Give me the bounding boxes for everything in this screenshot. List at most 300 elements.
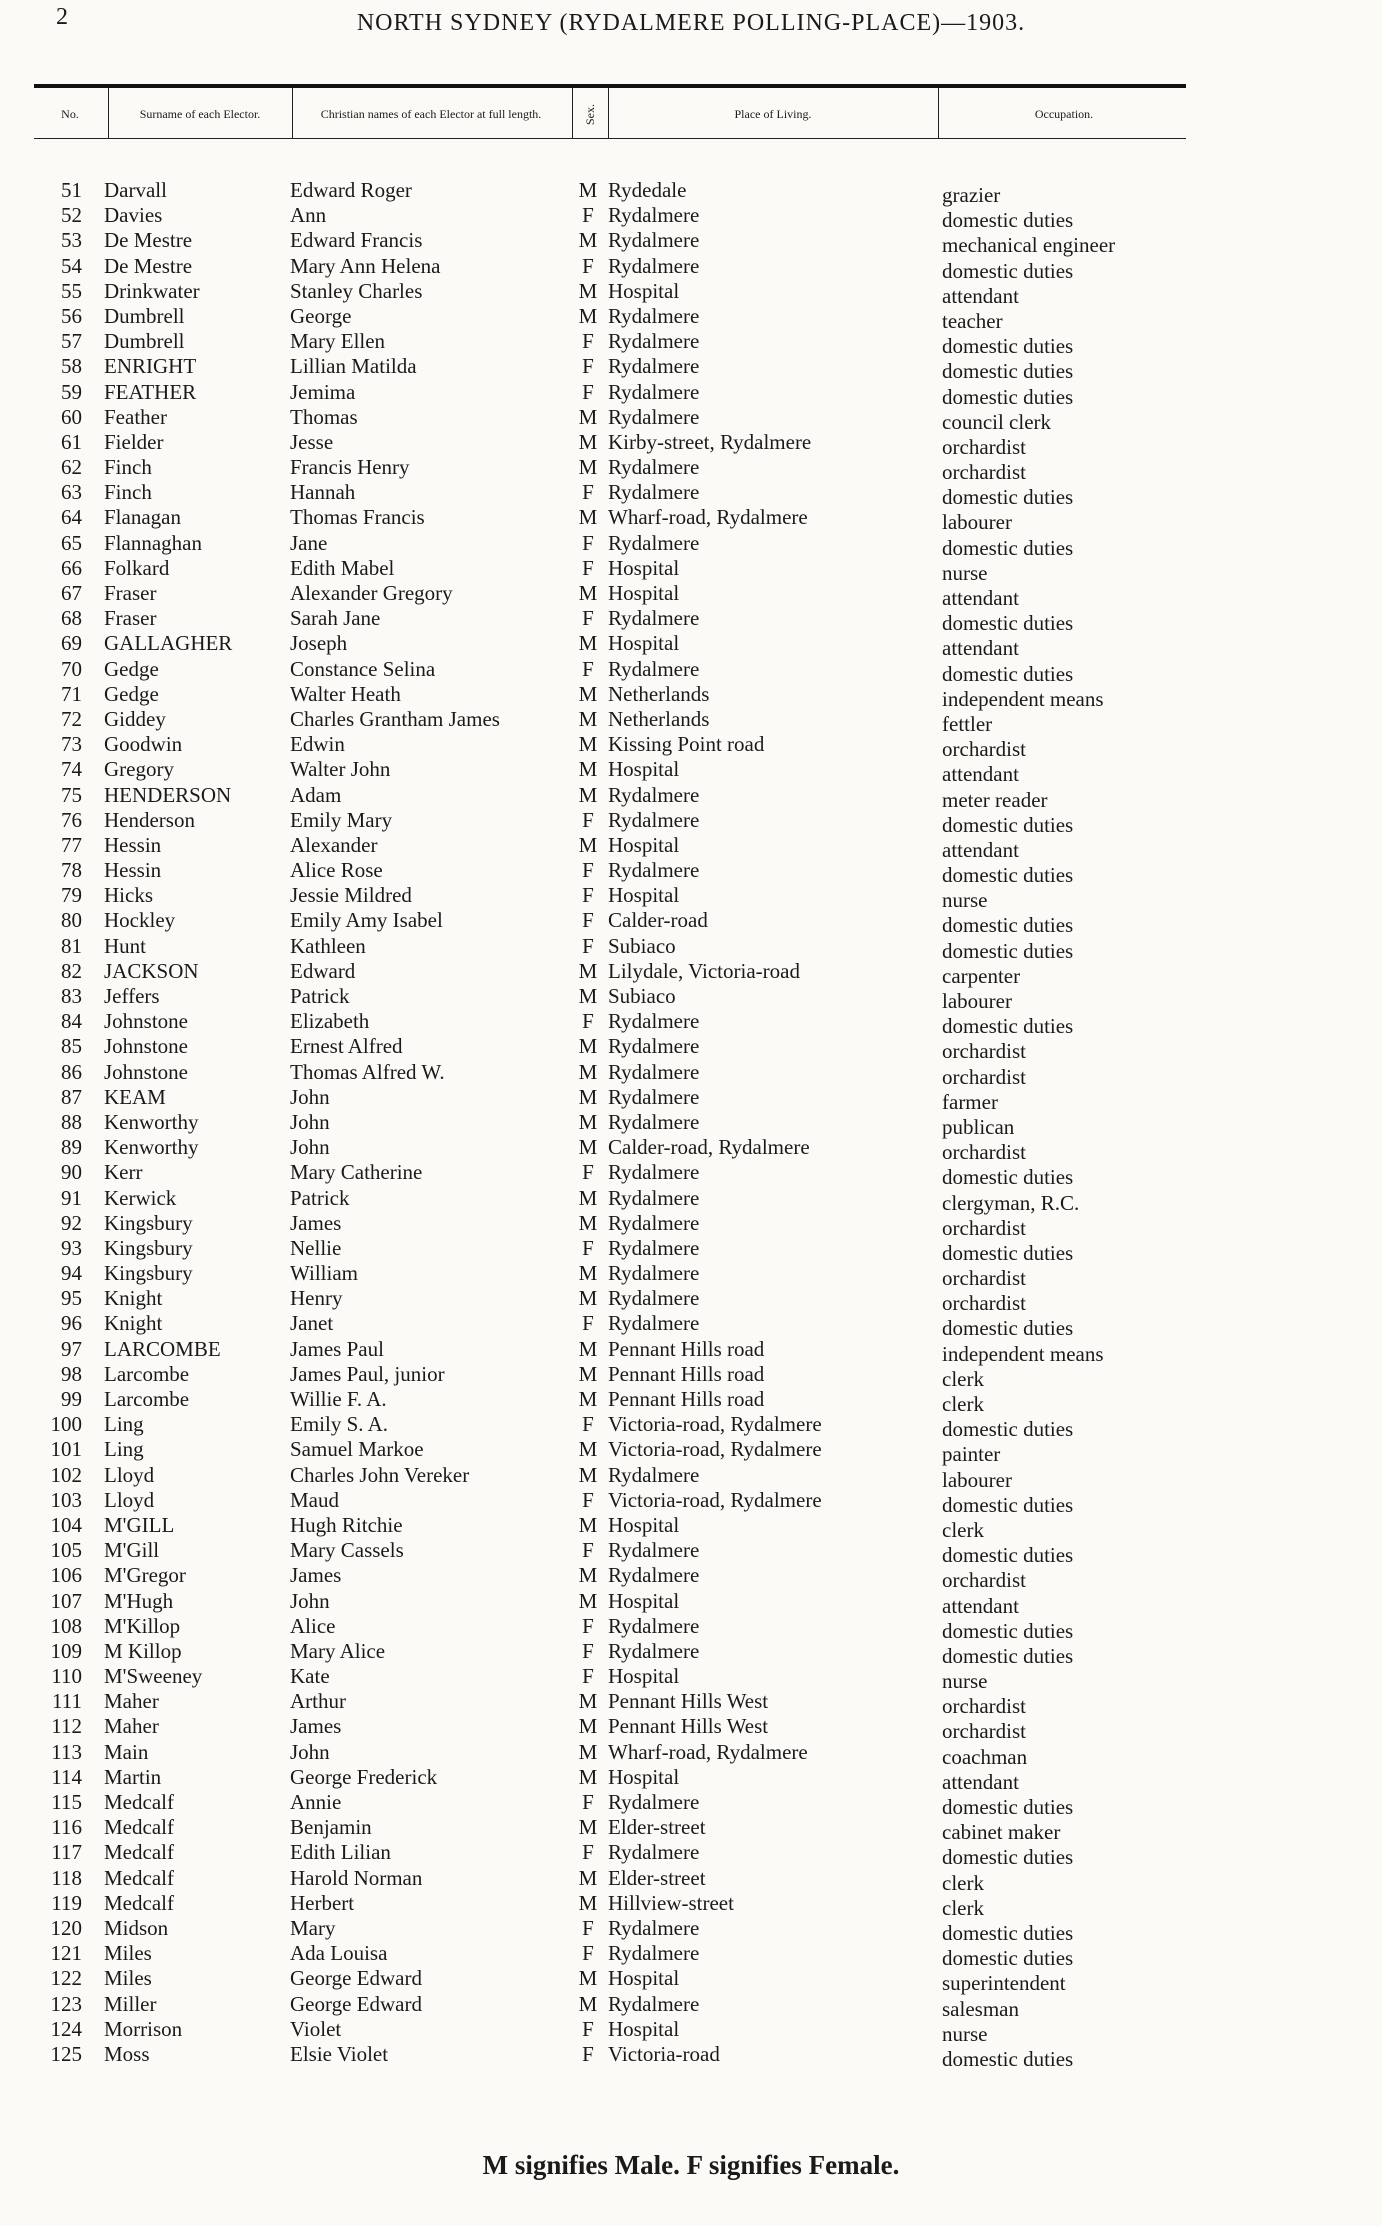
elector-no: 52: [61, 203, 82, 228]
elector-no: 62: [61, 455, 82, 480]
elector-row: [0, 530, 1382, 560]
elector-christian: Charles John Vereker: [290, 1462, 470, 1487]
header-divider: [608, 88, 609, 138]
elector-christian: James: [290, 1714, 342, 1739]
elector-surname: Fraser: [104, 581, 157, 605]
elector-surname: Ling: [104, 1437, 144, 1462]
elector-sex: M: [578, 1084, 598, 1109]
elector-no: 58: [61, 354, 82, 379]
elector-surname: JACKSON: [104, 958, 199, 983]
elector-sex: M: [578, 1261, 598, 1286]
elector-surname: Miles: [104, 1966, 152, 1991]
elector-surname: ENRIGHT: [104, 354, 197, 379]
elector-surname: Kingsbury: [104, 1210, 193, 1235]
elector-christian: Willie F. A.: [290, 1387, 387, 1411]
elector-occupation: domestic duties: [942, 258, 1074, 283]
elector-row: [0, 1235, 1382, 1265]
elector-sex: M: [578, 706, 598, 731]
elector-place: Rydalmere: [608, 1638, 700, 1663]
elector-christian: Sarah Jane: [290, 606, 381, 631]
elector-sex: M: [578, 1135, 598, 1160]
elector-surname: Hessin: [104, 832, 162, 857]
elector-no: 103: [50, 1487, 82, 1512]
elector-place: Hospital: [608, 2016, 680, 2041]
elector-surname: De Mestre: [104, 228, 193, 253]
elector-christian: George Edward: [290, 1991, 422, 2016]
elector-no: 100: [50, 1412, 82, 1437]
elector-occupation: carpenter: [942, 963, 1021, 988]
elector-no: 79: [61, 883, 82, 908]
elector-sex: F: [582, 2041, 594, 2066]
elector-occupation: clerk: [942, 1366, 984, 1391]
elector-no: 89: [61, 1135, 82, 1160]
elector-place: Calder-road, Rydalmere: [608, 1135, 810, 1160]
elector-row: [0, 1739, 1382, 1769]
elector-occupation: salesman: [942, 1996, 1019, 2021]
elector-row: [0, 933, 1382, 963]
elector-occupation: orchardist: [942, 1215, 1026, 1240]
elector-no: 99: [61, 1387, 82, 1411]
elector-place: Rydedale: [608, 178, 687, 202]
elector-sex: M: [578, 1437, 598, 1462]
elector-no: 81: [61, 933, 82, 958]
elector-no: 109: [50, 1638, 82, 1663]
elector-surname: Moss: [104, 2041, 150, 2066]
elector-row: [0, 1790, 1382, 1819]
elector-surname: Gedge: [104, 656, 159, 681]
elector-place: Hospital: [608, 883, 680, 908]
elector-christian: John: [290, 1084, 330, 1109]
elector-sex: M: [578, 681, 598, 706]
elector-christian: James Paul, junior: [290, 1361, 445, 1386]
elector-sex: F: [582, 1840, 594, 1865]
elector-no: 72: [61, 706, 82, 731]
elector-row: [0, 984, 1382, 1013]
elector-no: 95: [61, 1286, 82, 1311]
header-divider: [572, 88, 573, 138]
elector-surname: Gedge: [104, 681, 159, 706]
elector-place: Rydalmere: [608, 1991, 700, 2016]
elector-row: [0, 455, 1382, 485]
elector-occupation: teacher: [942, 308, 1003, 333]
elector-christian: George Frederick: [290, 1764, 438, 1789]
elector-christian: Patrick: [290, 984, 350, 1008]
elector-occupation: domestic duties: [942, 1845, 1074, 1870]
elector-occupation: orchardist: [942, 1266, 1026, 1291]
elector-surname: Gregory: [104, 757, 174, 782]
header-divider: [292, 88, 293, 138]
elector-occupation: orchardist: [942, 1064, 1026, 1089]
elector-occupation: domestic duties: [942, 1543, 1074, 1568]
elector-occupation: domestic duties: [942, 1417, 1074, 1442]
elector-row: [0, 1261, 1382, 1291]
elector-no: 91: [61, 1185, 82, 1210]
elector-no: 55: [61, 278, 82, 303]
elector-sex: M: [578, 1689, 598, 1714]
elector-surname: Dumbrell: [104, 329, 185, 354]
elector-place: Pennant Hills West: [608, 1689, 769, 1714]
elector-row: [0, 1714, 1382, 1744]
elector-sex: M: [578, 581, 598, 605]
elector-no: 63: [61, 480, 82, 505]
elector-row: [0, 908, 1382, 938]
elector-sex: M: [578, 1361, 598, 1386]
elector-row: [0, 1638, 1382, 1668]
elector-place: Rydalmere: [608, 228, 700, 253]
elector-no: 75: [61, 782, 82, 807]
elector-surname: M'Gregor: [104, 1563, 186, 1588]
elector-place: Rydalmere: [608, 1613, 700, 1638]
elector-occupation: domestic duties: [942, 1316, 1074, 1341]
elector-surname: M'GILL: [104, 1512, 175, 1537]
elector-no: 116: [51, 1815, 82, 1840]
elector-row: [0, 1966, 1382, 1996]
elector-sex: M: [578, 958, 598, 983]
elector-no: 92: [61, 1210, 82, 1235]
elector-place: Rydalmere: [608, 404, 700, 429]
elector-place: Rydalmere: [608, 1563, 700, 1588]
elector-surname: Lloyd: [104, 1487, 155, 1512]
elector-no: 71: [61, 681, 82, 706]
elector-occupation: clergyman, R.C.: [942, 1190, 1080, 1215]
elector-row: [0, 354, 1382, 384]
elector-row: [0, 1915, 1382, 1945]
elector-no: 90: [61, 1160, 82, 1185]
elector-place: Hospital: [608, 1588, 680, 1613]
elector-surname: Kerr: [104, 1160, 143, 1185]
elector-row: [0, 1840, 1382, 1870]
elector-sex: F: [582, 1638, 594, 1663]
elector-place: Rydalmere: [608, 379, 700, 404]
elector-occupation: domestic duties: [942, 938, 1074, 963]
elector-christian: Kate: [290, 1664, 330, 1689]
elector-sex: F: [582, 908, 594, 933]
elector-christian: Francis Henry: [290, 455, 410, 480]
elector-christian: Benjamin: [290, 1815, 372, 1840]
elector-row: [0, 631, 1382, 661]
elector-row: [0, 228, 1382, 258]
elector-row: [0, 656, 1382, 686]
elector-sex: M: [578, 1387, 598, 1411]
elector-sex: F: [582, 530, 594, 555]
elector-surname: GALLAGHER: [104, 631, 233, 656]
elector-place: Hospital: [608, 631, 680, 656]
elector-row: [0, 1387, 1382, 1416]
elector-surname: Knight: [104, 1286, 163, 1311]
elector-christian: Alexander: [290, 832, 378, 857]
elector-no: 110: [51, 1664, 82, 1689]
elector-occupation: nurse: [942, 1669, 988, 1694]
elector-sex: F: [582, 354, 594, 379]
elector-sex: M: [578, 732, 598, 757]
elector-row: [0, 1185, 1382, 1215]
elector-occupation: orchardist: [942, 737, 1026, 762]
elector-occupation: independent means: [942, 1341, 1104, 1366]
elector-christian: Mary Ann Helena: [290, 253, 441, 278]
elector-occupation: clerk: [942, 1517, 984, 1542]
elector-row: [0, 253, 1382, 283]
elector-sex: M: [578, 1512, 598, 1537]
elector-occupation: clerk: [942, 1895, 984, 1920]
elector-no: 125: [50, 2041, 82, 2066]
elector-christian: Hugh Ritchie: [290, 1512, 403, 1537]
elector-sex: M: [578, 1714, 598, 1739]
elector-place: Hospital: [608, 581, 680, 605]
elector-christian: Edward: [290, 958, 356, 983]
elector-no: 74: [61, 757, 82, 782]
elector-christian: Nellie: [290, 1235, 342, 1260]
elector-occupation: domestic duties: [942, 1492, 1074, 1517]
elector-no: 107: [50, 1588, 82, 1613]
elector-occupation: orchardist: [942, 1039, 1026, 1064]
elector-sex: M: [578, 1336, 598, 1361]
elector-surname: Johnstone: [104, 1009, 188, 1034]
elector-no: 124: [50, 2016, 82, 2041]
elector-no: 64: [61, 505, 82, 530]
elector-occupation: domestic duties: [942, 334, 1074, 359]
elector-no: 111: [52, 1689, 82, 1714]
elector-place: Calder-road: [608, 908, 708, 933]
header-divider: [108, 88, 109, 138]
elector-surname: FEATHER: [104, 379, 197, 404]
elector-occupation: nurse: [942, 888, 988, 913]
elector-row: [0, 1815, 1382, 1845]
elector-row: [0, 1538, 1382, 1568]
elector-place: Victoria-road, Rydalmere: [608, 1437, 822, 1462]
elector-place: Rydalmere: [608, 1009, 700, 1034]
elector-surname: Medcalf: [104, 1890, 174, 1915]
elector-christian: Alexander Gregory: [290, 581, 453, 605]
elector-surname: Henderson: [104, 807, 195, 832]
elector-no: 108: [50, 1613, 82, 1638]
elector-surname: Main: [104, 1739, 149, 1764]
elector-occupation: orchardist: [942, 460, 1026, 485]
elector-sex: M: [578, 984, 598, 1008]
elector-surname: HENDERSON: [104, 782, 232, 807]
electors-list: [0, 178, 1382, 2071]
elector-no: 114: [51, 1764, 82, 1789]
elector-row: [0, 958, 1382, 988]
elector-place: Kissing Point road: [608, 732, 765, 757]
elector-surname: Medcalf: [104, 1840, 174, 1865]
elector-christian: Ernest Alfred: [290, 1034, 403, 1059]
elector-place: Rydalmere: [608, 1286, 700, 1311]
elector-surname: Medcalf: [104, 1815, 174, 1840]
elector-place: Rydalmere: [608, 1941, 700, 1966]
elector-sex: F: [582, 656, 594, 681]
elector-surname: Maher: [104, 1689, 159, 1714]
elector-row: [0, 1311, 1382, 1341]
elector-occupation: orchardist: [942, 1140, 1026, 1165]
elector-christian: Henry: [290, 1286, 343, 1311]
elector-sex: M: [578, 1210, 598, 1235]
elector-place: Subiaco: [608, 933, 676, 958]
elector-christian: Ada Louisa: [290, 1941, 388, 1966]
elector-place: Elder-street: [608, 1865, 706, 1890]
elector-surname: Larcombe: [104, 1361, 190, 1386]
elector-sex: F: [582, 1941, 594, 1966]
header-place: Place of Living.: [734, 106, 812, 121]
elector-no: 60: [61, 404, 82, 429]
elector-place: Pennant Hills road: [608, 1361, 765, 1386]
elector-place: Pennant Hills West: [608, 1714, 769, 1739]
elector-no: 73: [61, 732, 82, 757]
elector-place: Rydalmere: [608, 1840, 700, 1865]
elector-surname: Kenworthy: [104, 1109, 199, 1134]
elector-christian: Mary Catherine: [290, 1160, 423, 1185]
elector-christian: Thomas Francis: [290, 505, 425, 530]
elector-row: [0, 1764, 1382, 1794]
elector-place: Rydalmere: [608, 253, 700, 278]
elector-sex: M: [578, 1991, 598, 2016]
elector-sex: F: [582, 807, 594, 832]
elector-occupation: coachman: [942, 1744, 1028, 1769]
elector-occupation: domestic duties: [942, 1920, 1074, 1945]
elector-place: Rydalmere: [608, 782, 700, 807]
elector-occupation: clerk: [942, 1870, 984, 1895]
elector-row: [0, 1462, 1382, 1492]
elector-christian: Violet: [290, 2016, 342, 2041]
elector-place: Rydalmere: [608, 455, 700, 480]
elector-surname: Finch: [104, 480, 152, 505]
elector-row: [0, 807, 1382, 837]
elector-surname: Midson: [104, 1915, 169, 1940]
elector-occupation: orchardist: [942, 1694, 1026, 1719]
elector-no: 101: [50, 1437, 82, 1462]
elector-surname: De Mestre: [104, 253, 193, 278]
elector-no: 83: [61, 984, 82, 1008]
elector-place: Rydalmere: [608, 354, 700, 379]
elector-no: 66: [61, 555, 82, 580]
elector-christian: Charles Grantham James: [290, 706, 500, 731]
elector-no: 67: [61, 581, 82, 605]
elector-christian: Edward Roger: [290, 178, 412, 202]
elector-row: [0, 1009, 1382, 1039]
elector-sex: M: [578, 455, 598, 480]
elector-christian: Maud: [290, 1487, 339, 1512]
elector-sex: M: [578, 1109, 598, 1134]
elector-sex: F: [582, 203, 594, 228]
elector-no: 53: [61, 228, 82, 253]
elector-occupation: fettler: [942, 711, 993, 736]
elector-occupation: labourer: [942, 989, 1012, 1013]
elector-christian: Lillian Matilda: [290, 354, 417, 379]
elector-sex: M: [578, 1185, 598, 1210]
elector-surname: Darvall: [104, 178, 167, 202]
header-no: No.: [61, 106, 79, 121]
elector-sex: F: [582, 858, 594, 883]
elector-row: [0, 555, 1382, 585]
elector-christian: Thomas: [290, 404, 358, 429]
elector-row: [0, 1412, 1382, 1442]
elector-surname: Miles: [104, 1941, 152, 1966]
elector-no: 117: [51, 1840, 82, 1865]
elector-no: 97: [61, 1336, 82, 1361]
elector-surname: M Killop: [104, 1638, 182, 1663]
elector-row: [0, 1034, 1382, 1064]
elector-occupation: labourer: [942, 1467, 1012, 1492]
elector-row: [0, 429, 1382, 459]
elector-occupation: domestic duties: [942, 812, 1074, 837]
elector-surname: Hockley: [104, 908, 176, 933]
elector-occupation: domestic duties: [942, 661, 1074, 686]
elector-occupation: domestic duties: [942, 1618, 1074, 1643]
elector-christian: James: [290, 1563, 342, 1588]
elector-occupation: independent means: [942, 686, 1104, 711]
elector-surname: Ling: [104, 1412, 144, 1437]
elector-surname: Folkard: [104, 555, 170, 580]
elector-place: Rydalmere: [608, 1059, 700, 1084]
elector-sex: M: [578, 832, 598, 857]
elector-place: Rydalmere: [608, 1210, 700, 1235]
header-christian: Christian names of each Elector at full length.: [320, 106, 542, 121]
elector-no: 104: [50, 1512, 82, 1537]
elector-row: [0, 1437, 1382, 1467]
elector-no: 115: [51, 1790, 82, 1814]
elector-christian: Stanley Charles: [290, 278, 423, 303]
elector-row: [0, 379, 1382, 409]
elector-row: [0, 1361, 1382, 1391]
elector-row: [0, 480, 1382, 510]
elector-surname: Kerwick: [104, 1185, 177, 1210]
elector-surname: Maher: [104, 1714, 159, 1739]
elector-surname: Knight: [104, 1311, 163, 1336]
elector-row: [0, 581, 1382, 610]
elector-no: 102: [50, 1462, 82, 1487]
elector-place: Hospital: [608, 278, 680, 303]
header-divider: [938, 88, 939, 138]
elector-occupation: nurse: [942, 2021, 988, 2046]
elector-christian: George: [290, 303, 352, 328]
elector-christian: Mary Alice: [290, 1638, 386, 1663]
header-occupation: Occupation.: [1034, 106, 1094, 121]
elector-christian: Emily Mary: [290, 807, 393, 832]
elector-row: [0, 757, 1382, 787]
elector-sex: M: [578, 1764, 598, 1789]
elector-sex: M: [578, 404, 598, 429]
elector-occupation: orchardist: [942, 1568, 1026, 1593]
elector-no: 69: [61, 631, 82, 656]
elector-christian: John: [290, 1109, 330, 1134]
elector-place: Rydalmere: [608, 1084, 700, 1109]
elector-place: Victoria-road: [608, 2041, 720, 2066]
elector-surname: Kenworthy: [104, 1135, 199, 1160]
elector-surname: Fraser: [104, 606, 157, 631]
elector-no: 123: [50, 1991, 82, 2016]
elector-occupation: superintendent: [942, 1971, 1066, 1996]
elector-occupation: painter: [942, 1442, 1001, 1467]
elector-occupation: attendant: [942, 586, 1019, 610]
elector-occupation: domestic duties: [942, 208, 1074, 233]
elector-place: Rydalmere: [608, 656, 700, 681]
elector-occupation: domestic duties: [942, 863, 1074, 888]
elector-surname: Flanagan: [104, 505, 181, 530]
elector-occupation: attendant: [942, 837, 1019, 862]
elector-christian: John: [290, 1135, 330, 1160]
elector-christian: Arthur: [290, 1689, 346, 1714]
elector-row: [0, 1487, 1382, 1517]
elector-no: 105: [50, 1538, 82, 1563]
elector-row: [0, 1613, 1382, 1643]
elector-row: [0, 329, 1382, 359]
elector-sex: M: [578, 1890, 598, 1915]
elector-place: Pennant Hills road: [608, 1387, 765, 1411]
elector-occupation: cabinet maker: [942, 1820, 1061, 1845]
elector-no: 106: [50, 1563, 82, 1588]
elector-no: 59: [61, 379, 82, 404]
elector-place: Netherlands: [608, 681, 710, 706]
elector-place: Rydalmere: [608, 1462, 700, 1487]
